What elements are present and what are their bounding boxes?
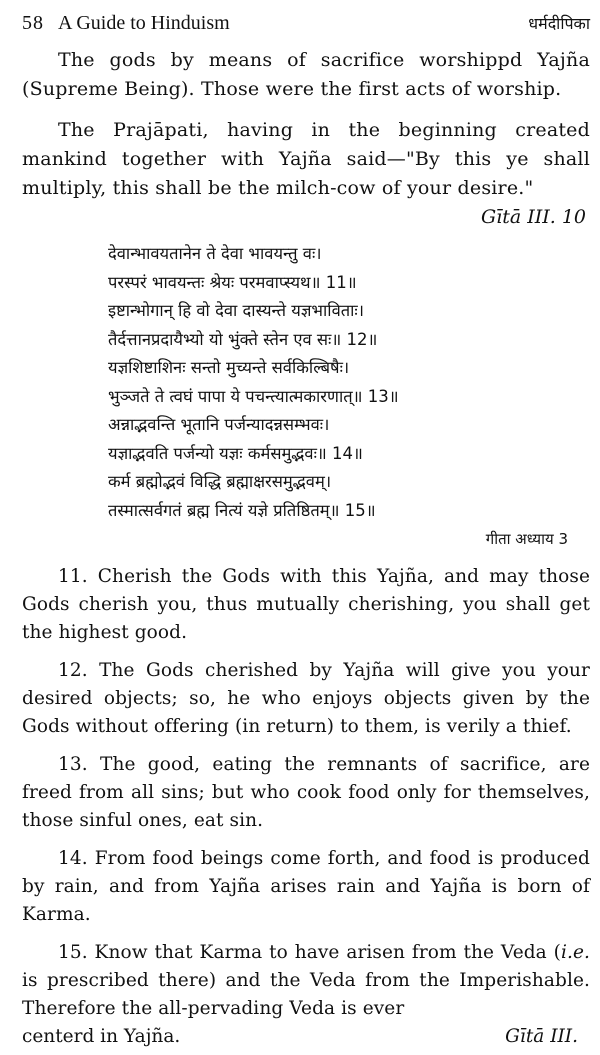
shloka-line: अन्नाद्भवन्ति भूतानि पर्जन्यादन्नसम्भवः।: [108, 415, 330, 434]
gita-reference-final: Gītā III.: [505, 1026, 578, 1047]
page-number: 58: [22, 11, 44, 34]
verse-translations: [22, 563, 590, 1051]
shloka-line: कर्म ब्रह्मोद्भवं विद्धि ब्रह्माक्षरसमुद्भवम्।: [108, 472, 332, 491]
verse-12: 12. The Gods cherished by Yajña will give you your desired objects; so, he who enjoys objects given by the Gods without offering (in return) to them, is verily a thief.: [22, 660, 590, 737]
verse-15-last-line: [22, 1023, 590, 1051]
verse-15-text-a: 15. Know that Karma to have arisen from the Veda (: [58, 942, 561, 963]
page-body: [22, 46, 590, 1051]
verse-15-ie: i.e.: [560, 942, 590, 963]
intro-paragraph-1: The gods by means of sacrifice worshippd Yajña (Supreme Being). Those were the first acts of worship.: [22, 49, 590, 100]
shloka-line: भुञ्जते ते त्वघं पापा ये पचन्त्यात्मकारणात्॥ 13॥: [108, 386, 399, 406]
book-title: A Guide to Hinduism: [58, 11, 230, 34]
verse-14: 14. From food beings come forth, and food is produced by rain, and from Yajña arises rain and Yajña is born of Karma.: [22, 848, 590, 925]
shloka-line: इष्टान्भोगान् हि वो देवा दास्यन्ते यज्ञभाविताः।: [108, 301, 365, 320]
gita-chapter-reference: गीता अध्याय 3: [485, 530, 568, 548]
intro-paragraph-2: The Prajāpati, having in the beginning created mankind together with Yajña said—"By this ye shall multiply, this shall be the milch-cow of your desire.": [22, 119, 590, 199]
sanskrit-shlokas: [108, 240, 590, 525]
shloka-line: तस्मात्सर्वगतं ब्रह्म नित्यं यज्ञे प्रतिष्ठितम्॥ 15॥: [108, 500, 376, 520]
shloka-line: देवान्भावयतानेन ते देवा भावयन्तु वः।: [108, 244, 322, 263]
verse-11: 11. Cherish the Gods with this Yajña, and may those Gods cherish you, thus mutually cherishing, you shall get the highest good.: [22, 566, 590, 643]
verse-15-text-b: is prescribed there) and the Veda from the Imperishable. Therefore the all-pervading Veda is ever: [22, 970, 590, 1019]
shloka-line: यज्ञशिष्टाशिनः सन्तो मुच्यन्ते सर्वकिल्बिषैः।: [108, 358, 350, 377]
verse-15: [22, 939, 590, 1023]
shloka-line: तैर्दत्तानप्रदायैभ्यो यो भुंक्ते स्तेन एव सः॥ 12॥: [108, 329, 378, 349]
shloka-line: यज्ञाद्भवति पर्जन्यो यज्ञः कर्मसमुद्भवः॥ 14॥: [108, 443, 363, 463]
gita-reference: Gītā III. 10: [480, 206, 586, 228]
shloka-line: परस्परं भावयन्तः श्रेयः परमवाप्स्यथ॥ 11॥: [108, 272, 357, 292]
running-title-hindi: धर्मदीपिका: [528, 14, 590, 33]
verse-15-ending: centerd in Yajña.: [22, 1026, 181, 1047]
running-header: [22, 8, 590, 38]
verse-13: 13. The good, eating the remnants of sacrifice, are freed from all sins; but who cook food only for themselves, those sinful ones, eat sin.: [22, 754, 590, 831]
